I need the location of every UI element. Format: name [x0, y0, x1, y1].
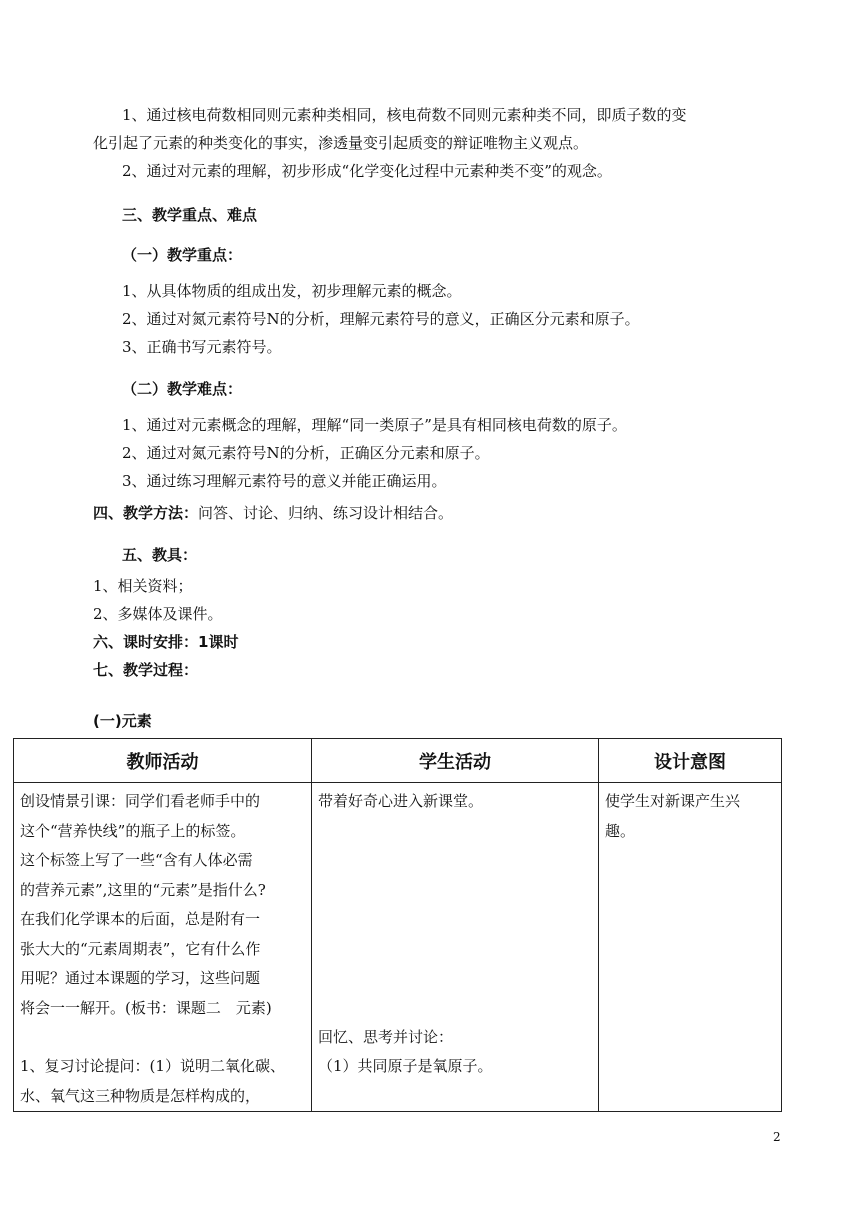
teacher-line: 在我们化学课本的后面，总是附有一 [20, 910, 261, 928]
section4 [93, 503, 453, 523]
teacher-line: 的营养元素”,这里的“元素”是指什么? [20, 880, 266, 899]
teacher-line: 这个标签上写了一些“含有人体必需 [20, 851, 253, 869]
tool-item-2: 2、多媒体及课件。 [93, 605, 223, 623]
intro-line-2: 化引起了元素的种类变化的事实，渗透量变引起质变的辩证唯物主义观点。 [93, 134, 589, 152]
difficulties-heading: （二）教学难点： [122, 380, 243, 398]
key-point-3: 3、正确书写元素符号。 [122, 338, 282, 356]
teacher-line: 这个“营养快线”的瓶子上的标签。 [20, 821, 246, 840]
student-line: 回忆、思考并讨论： [318, 1027, 454, 1046]
student-line: （1）共同原子是氧原子。 [318, 1057, 493, 1075]
student-line: 带着好奇心进入新课堂。 [318, 792, 484, 810]
header-intent: 设计意图 [599, 739, 782, 783]
teacher-line: 张大大的“元素周期表”，它有什么作 [20, 939, 261, 958]
section3-title: 三、教学重点、难点 [122, 206, 258, 224]
section6: 六、课时安排：1课时 [93, 633, 239, 651]
tool-item-1: 1、相关资料； [93, 577, 193, 595]
teacher-line: 创设情景引课：同学们看老师手中的 [20, 792, 261, 810]
teacher-line: 水、氧气这三种物质是怎样构成的， [20, 1086, 261, 1105]
page-number: 2 [773, 1130, 781, 1144]
intent-cell [599, 783, 782, 1112]
student-cell [312, 783, 599, 1112]
intent-line: 趣。 [605, 821, 636, 840]
difficulty-2: 2、通过对氮元素符号N的分析，正确区分元素和原子。 [122, 444, 490, 462]
section4-text: 问答、讨论、归纳、练习设计相结合。 [198, 504, 454, 522]
section7: 七、教学过程： [93, 661, 199, 679]
table-header-row [14, 739, 782, 783]
key-point-2: 2、通过对氮元素符号N的分析，理解元素符号的意义，正确区分元素和原子。 [122, 310, 640, 328]
section5-title: 五、教具： [122, 546, 198, 564]
teacher-cell [14, 783, 312, 1112]
intro-line-3: 2、通过对元素的理解，初步形成“化学变化过程中元素种类不变”的观念。 [122, 162, 612, 180]
subsection-title: (一)元素 [93, 712, 152, 730]
table-row [14, 783, 782, 1112]
header-student: 学生活动 [312, 739, 599, 783]
intro-line-1: 1、通过核电荷数相同则元素种类相同，核电荷数不同则元素种类不同，即质子数的变 [122, 106, 687, 124]
activity-table [13, 738, 782, 1112]
difficulty-1: 1、通过对元素概念的理解，理解“同一类原子”是具有相同核电荷数的原子。 [122, 416, 627, 434]
key-point-1: 1、从具体物质的组成出发，初步理解元素的概念。 [122, 282, 462, 300]
header-teacher: 教师活动 [14, 739, 312, 783]
teacher-line: 用呢？通过本课题的学习，这些问题 [20, 969, 261, 987]
teacher-line: 1、复习讨论提问：(1）说明二氧化碳、 [20, 1057, 285, 1075]
intent-line: 使学生对新课产生兴 [605, 792, 741, 810]
difficulty-3: 3、通过练习理解元素符号的意义并能正确运用。 [122, 472, 447, 490]
section4-label: 四、教学方法： [93, 504, 199, 522]
teacher-line: 将会一一解开。(板书：课题二 元素) [20, 998, 272, 1017]
key-points-heading: （一）教学重点： [122, 246, 243, 264]
